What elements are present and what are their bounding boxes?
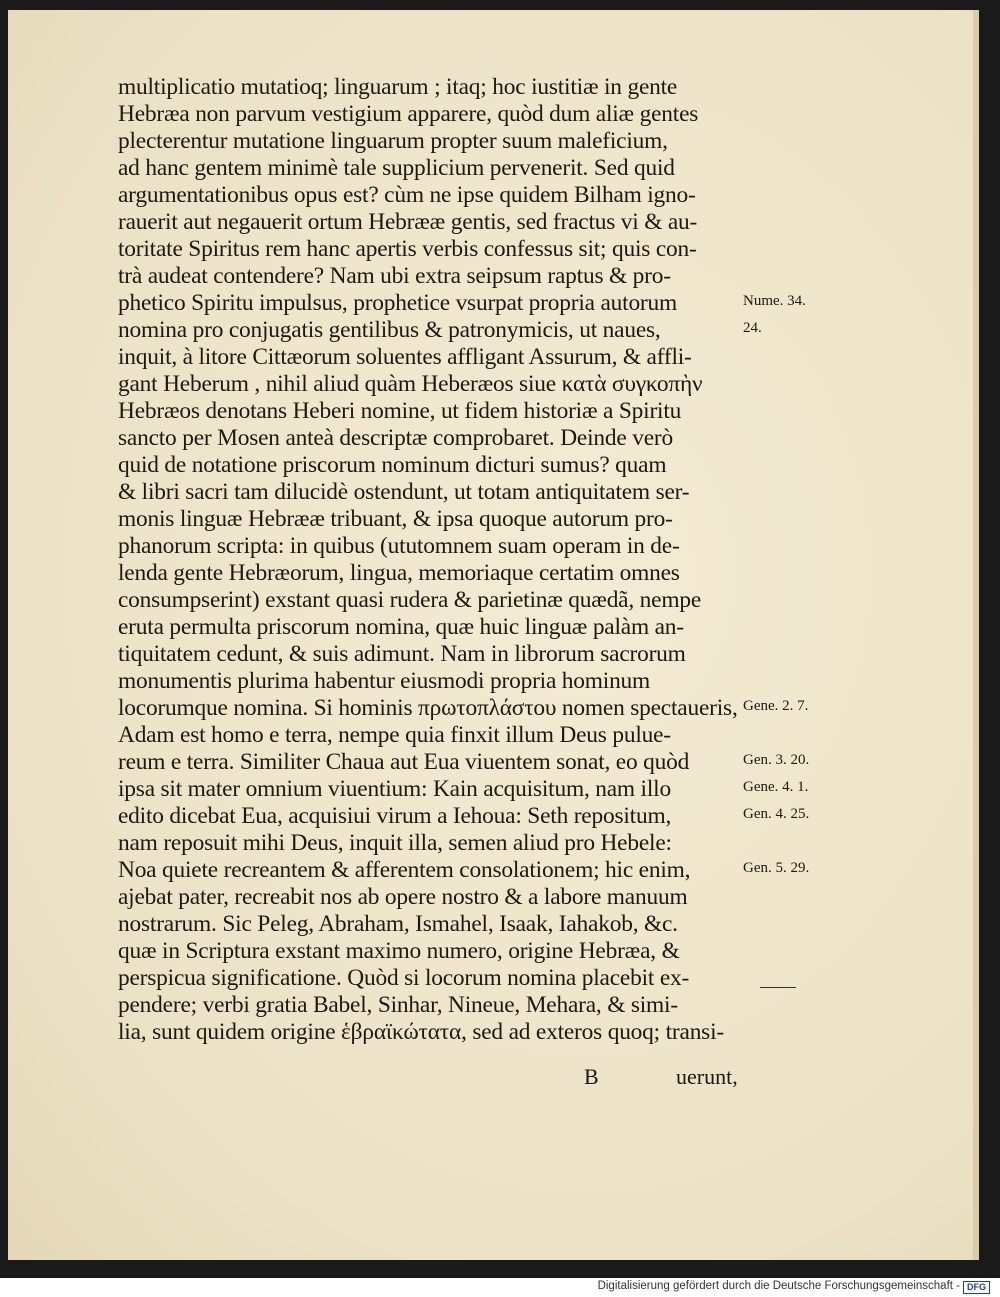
margin-note: Nume. 34. xyxy=(743,293,806,309)
margin-note: Gen. 5. 29. xyxy=(743,860,810,876)
text-line: sancto per Mosen anteà descriptæ comprobaret. Deinde verò xyxy=(118,425,673,451)
text-line: quid de notatione priscorum nominum dicturi sumus? quam xyxy=(118,452,667,478)
text-line: ajebat pater, recreabit nos ab opere nostro & a labore manuum xyxy=(118,884,688,910)
text-line: plecterentur mutatione linguarum propter suum maleficium, xyxy=(118,128,668,154)
margin-note: Gene. 4. 1. xyxy=(743,779,809,795)
page-edge xyxy=(973,10,979,1260)
footer-credit: Digitalisierung gefördert durch die Deutsche Forschungsgemeinschaft - xyxy=(597,1280,960,1292)
text-line: rauerit aut negauerit ortum Hebrææ gentis, sed fractus vi & au- xyxy=(118,209,698,235)
body-text xyxy=(118,74,758,1046)
text-line: lenda gente Hebræorum, lingua, memoriaque certatim omnes xyxy=(118,560,680,586)
text-line: consumpserint) exstant quasi rudera & parietinæ quædã, nempe xyxy=(118,587,702,613)
text-line: Hebræos denotans Heberi nomine, ut fidem historiæ a Spiritu xyxy=(118,398,682,424)
signature-mark: B xyxy=(584,1064,599,1089)
text-line: ipsa sit mater omnium viuentium: Kain acquisitum, nam illo xyxy=(118,776,671,802)
dfg-logo-icon: DFG xyxy=(963,1281,990,1294)
text-line: tiquitatem cedunt, & suis adimunt. Nam in librorum sacrorum xyxy=(118,641,686,667)
margin-note: Gene. 2. 7. xyxy=(743,698,809,714)
text-line: Adam est homo e terra, nempe quia finxit illum Deus pulue- xyxy=(118,722,671,748)
text-line: nam reposuit mihi Deus, inquit illa, semen aliud pro Hebele: xyxy=(118,830,672,856)
text-line: trà audeat contendere? Nam ubi extra seipsum raptus & pro- xyxy=(118,263,671,289)
text-line: edito dicebat Eua, acquisiui virum a Iehoua: Seth repositum, xyxy=(118,803,672,829)
text-line: reum e terra. Similiter Chaua aut Eua viuentem sonat, eo quòd xyxy=(118,749,690,775)
text-line: monis linguæ Hebrææ tribuant, & ipsa quoque autorum pro- xyxy=(118,506,673,532)
text-line: gant Heberum , nihil aliud quàm Heberæos siue κατὰ συγκοπὴν xyxy=(118,371,703,397)
text-line: monumentis plurima habentur eiusmodi propria hominum xyxy=(118,668,651,694)
margin-note: Gen. 3. 20. xyxy=(743,752,810,768)
text-line: eruta permulta priscorum nomina, quæ huic linguæ palàm an- xyxy=(118,614,684,640)
margin-note: Gen. 4. 25. xyxy=(743,806,810,822)
text-line: Hebræa non parvum vestigium apparere, quòd dum aliæ gentes xyxy=(118,101,699,127)
catchword: uerunt, xyxy=(676,1064,738,1089)
text-line: perspicua significatione. Quòd si locorum nomina placebit ex- xyxy=(118,965,690,991)
text-line: & libri sacri tam dilucidè ostendunt, ut totam antiquitatem ser- xyxy=(118,479,690,505)
text-line: phanorum scripta: in quibus (ututomnem suam operam in de- xyxy=(118,533,680,559)
text-line: multiplicatio mutatioq; linguarum ; itaq; hoc iustitiæ in gente xyxy=(118,74,678,100)
text-line: nomina pro conjugatis gentilibus & patronymicis, ut naues, xyxy=(118,317,661,343)
text-line: pendere; verbi gratia Babel, Sinhar, Nineue, Mehara, & simi- xyxy=(118,992,678,1018)
text-line: phetico Spiritu impulsus, prophetice vsurpat propria autorum xyxy=(118,290,678,316)
margin-dash xyxy=(760,987,796,988)
text-line: ad hanc gentem minimè tale supplicium pervenerit. Sed quid xyxy=(118,155,675,181)
text-line: Noa quiete recreantem & afferentem consolationem; hic enim, xyxy=(118,857,691,883)
text-line: argumentationibus opus est? cùm ne ipse quidem Bilham igno- xyxy=(118,182,696,208)
margin-note: 24. xyxy=(743,320,762,336)
text-line: nostrarum. Sic Peleg, Abraham, Ismahel, Isaak, Iahakob, &c. xyxy=(118,911,678,937)
text-line: locorumque nomina. Si hominis πρωτοπλάστου nomen spectaueris, xyxy=(118,695,738,721)
text-line: lia, sunt quidem origine ἑβραϊκώτατα, sed ad exteros quoq; transi- xyxy=(118,1019,724,1045)
text-line: toritate Spiritus rem hanc apertis verbis confessus sit; quis con- xyxy=(118,236,697,262)
text-line: quæ in Scriptura exstant maximo numero, origine Hebræa, & xyxy=(118,938,680,964)
text-line: inquit, à litore Cittæorum soluentes affligant Assurum, & affli- xyxy=(118,344,692,370)
